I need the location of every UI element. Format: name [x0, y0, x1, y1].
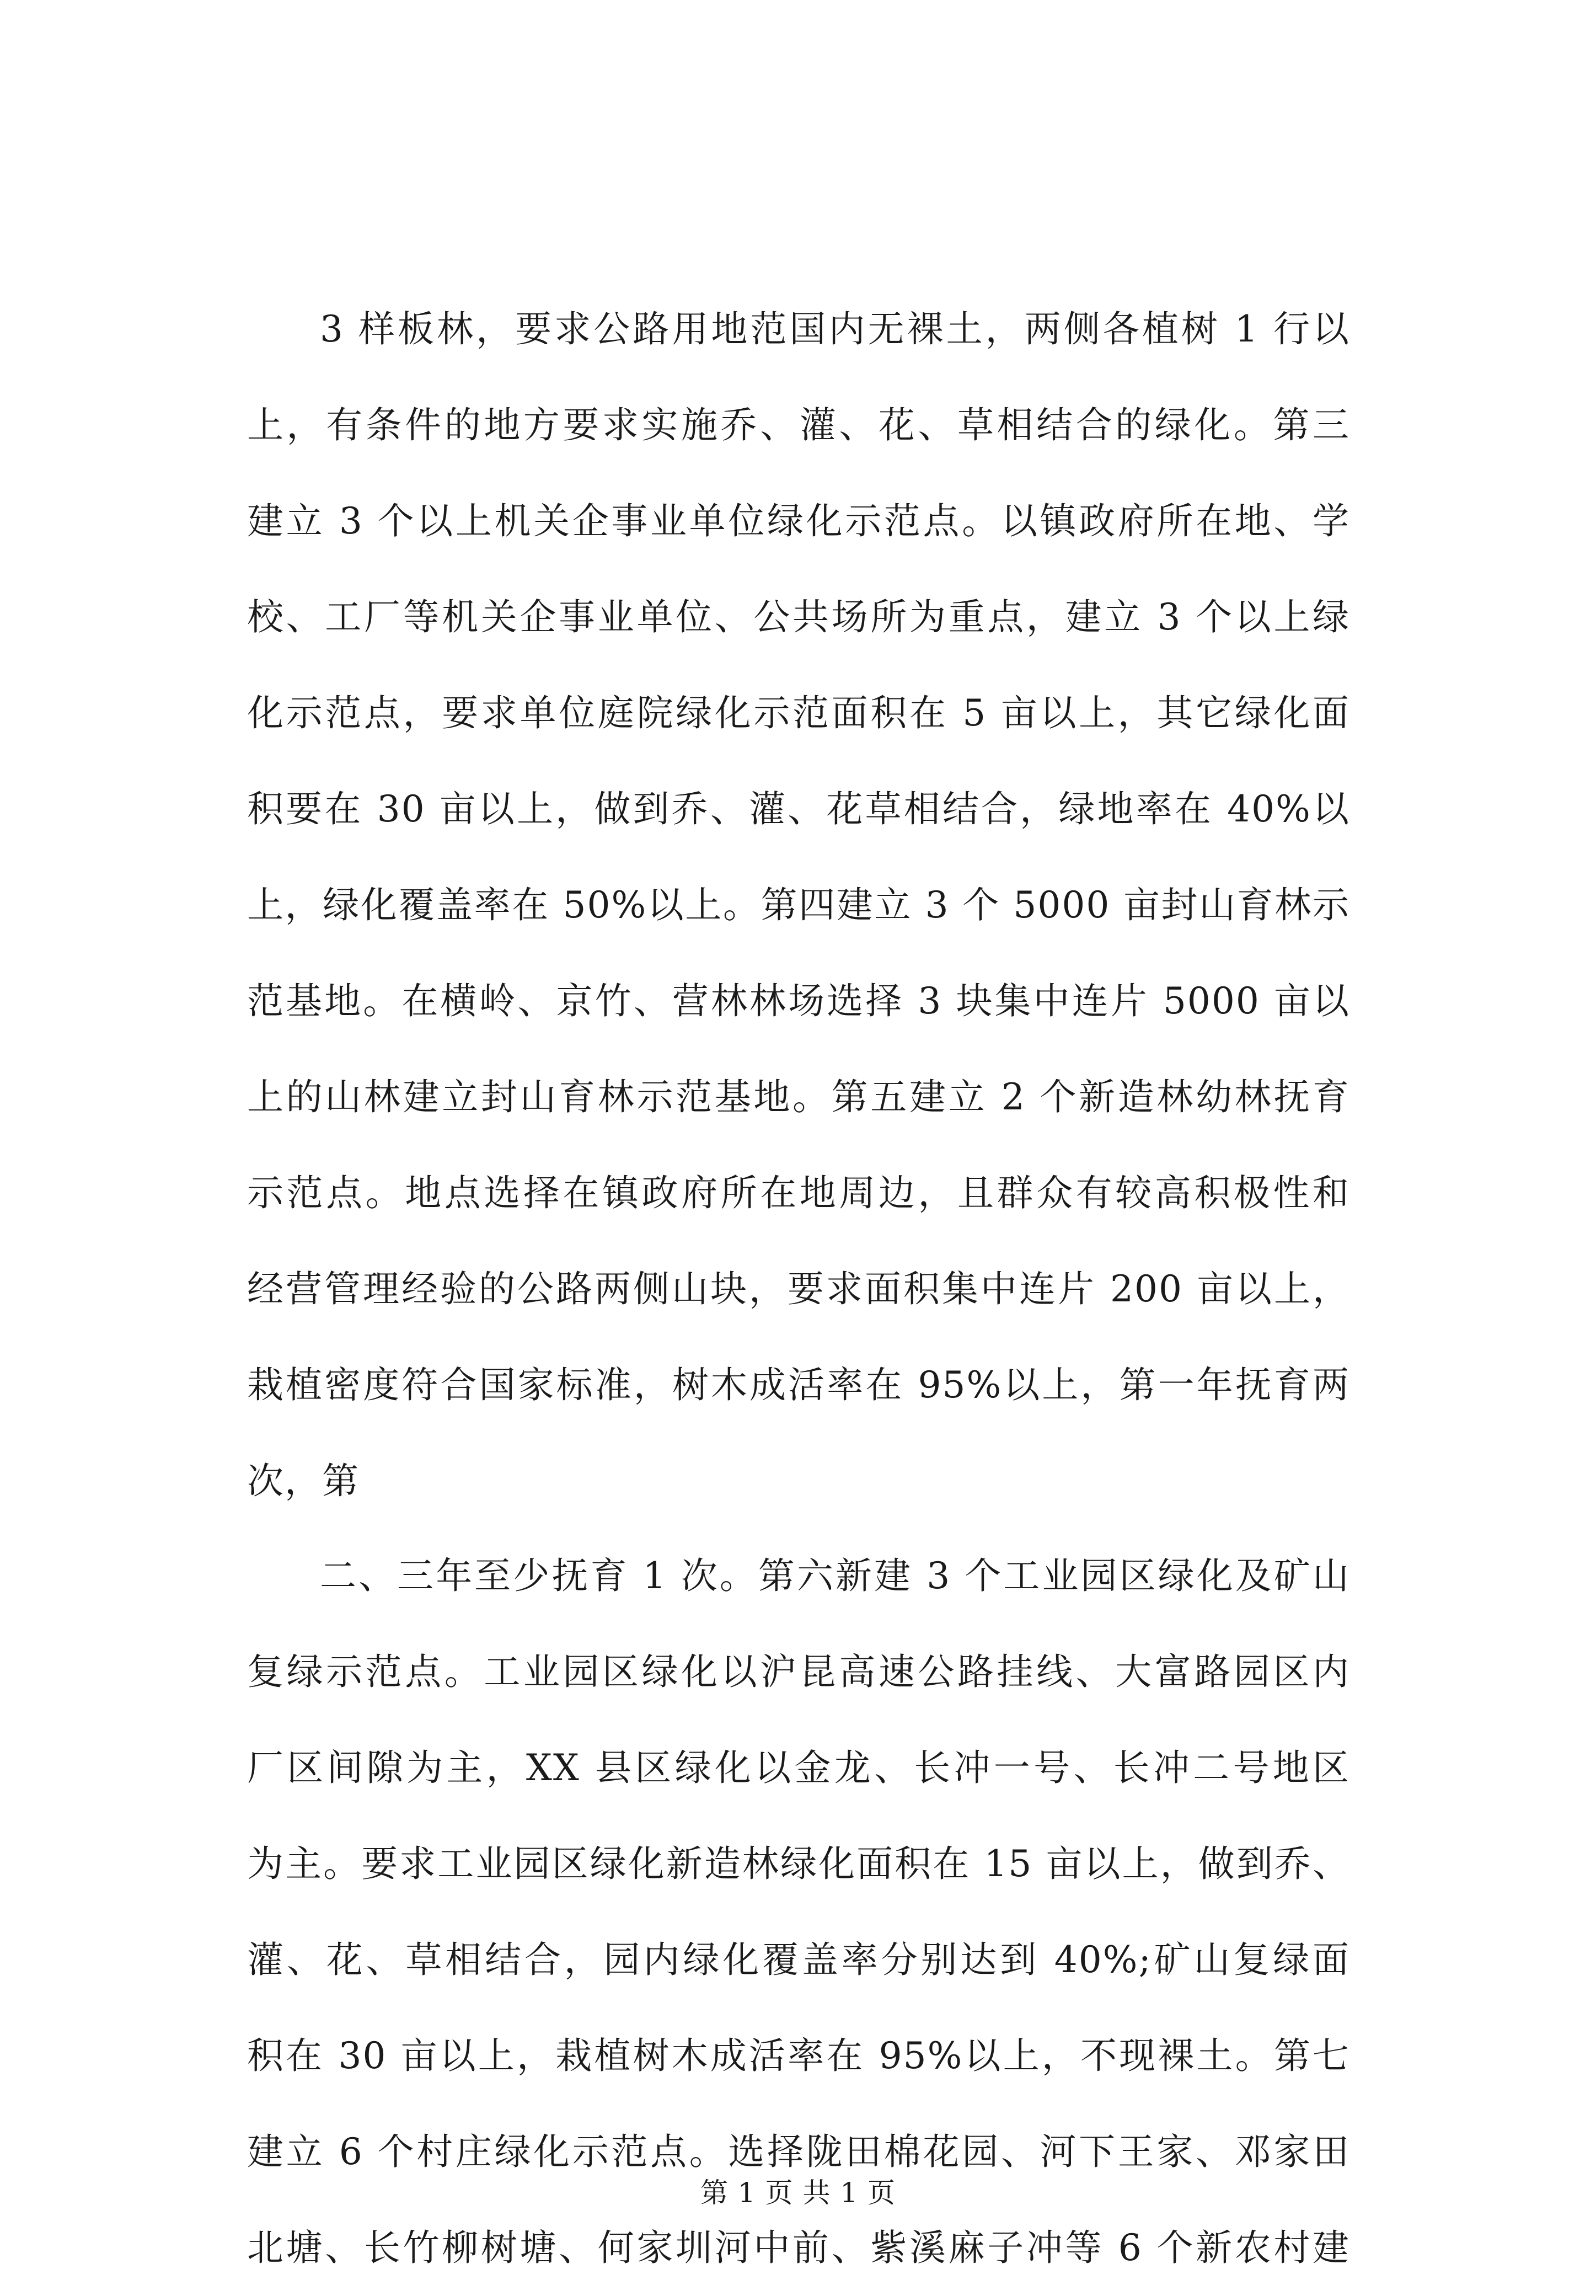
- text-line: 积要在 30 亩以上，做到乔、灌、花草相结合，绿地率在 40%以: [247, 788, 1350, 830]
- text-line: 3 样板林，要求公路用地范国内无裸土，两侧各植树 1 行以: [320, 308, 1350, 350]
- text-line: 积在 30 亩以上，栽植树木成活率在 95%以上，不现裸土。第七: [247, 2035, 1350, 2077]
- text-line: 厂区间隙为主，XX 县区绿化以金龙、长冲一号、长冲二号地区: [247, 1747, 1350, 1789]
- text-line: 上的山林建立封山育林示范基地。第五建立 2 个新造林幼林抚育: [247, 1076, 1350, 1118]
- text-line: 北塘、长竹柳树塘、何家圳河中前、紫溪麻子冲等 6 个新农村建: [247, 2226, 1350, 2269]
- text-line: 校、工厂等机关企事业单位、公共场所为重点，建立 3 个以上绿: [247, 596, 1350, 638]
- text-line: 次，第: [247, 1460, 360, 1502]
- text-line: 化示范点，要求单位庭院绿化示范面积在 5 亩以上，其它绿化面: [247, 692, 1350, 734]
- text-line: 建立 3 个以上机关企事业单位绿化示范点。以镇政府所在地、学: [247, 500, 1350, 542]
- text-line: 示范点。地点选择在镇政府所在地周边，且群众有较高积极性和: [247, 1172, 1350, 1214]
- paragraph-1: [247, 281, 1350, 1529]
- text-line: 建立 6 个村庄绿化示范点。选择陇田棉花园、河下王家、邓家田: [247, 2131, 1350, 2173]
- text-line: 栽植密度符合国家标准，树木成活率在 95%以上，第一年抚育两: [247, 1364, 1350, 1406]
- text-line: 二、三年至少抚育 1 次。第六新建 3 个工业园区绿化及矿山: [320, 1555, 1350, 1597]
- text-line: 范基地。在横岭、京竹、营林林场选择 3 块集中连片 5000 亩以: [247, 980, 1350, 1022]
- page-footer: 第 1 页 共 1 页: [700, 2177, 896, 2209]
- text-line: 经营管理经验的公路两侧山块，要求面积集中连片 200 亩以上，: [247, 1268, 1350, 1310]
- text-line: 上，绿化覆盖率在 50%以上。第四建立 3 个 5000 亩封山育林示: [247, 884, 1350, 926]
- text-line: 灌、花、草相结合，园内绿化覆盖率分别达到 40%;矿山复绿面: [247, 1939, 1350, 1981]
- text-line: 复绿示范点。工业园区绿化以沪昆高速公路挂线、大富路园区内: [247, 1651, 1350, 1693]
- text-line: 为主。要求工业园区绿化新造林绿化面积在 15 亩以上，做到乔、: [247, 1843, 1350, 1885]
- text-line: 上，有条件的地方要求实施乔、灌、花、草相结合的绿化。第三: [247, 404, 1350, 446]
